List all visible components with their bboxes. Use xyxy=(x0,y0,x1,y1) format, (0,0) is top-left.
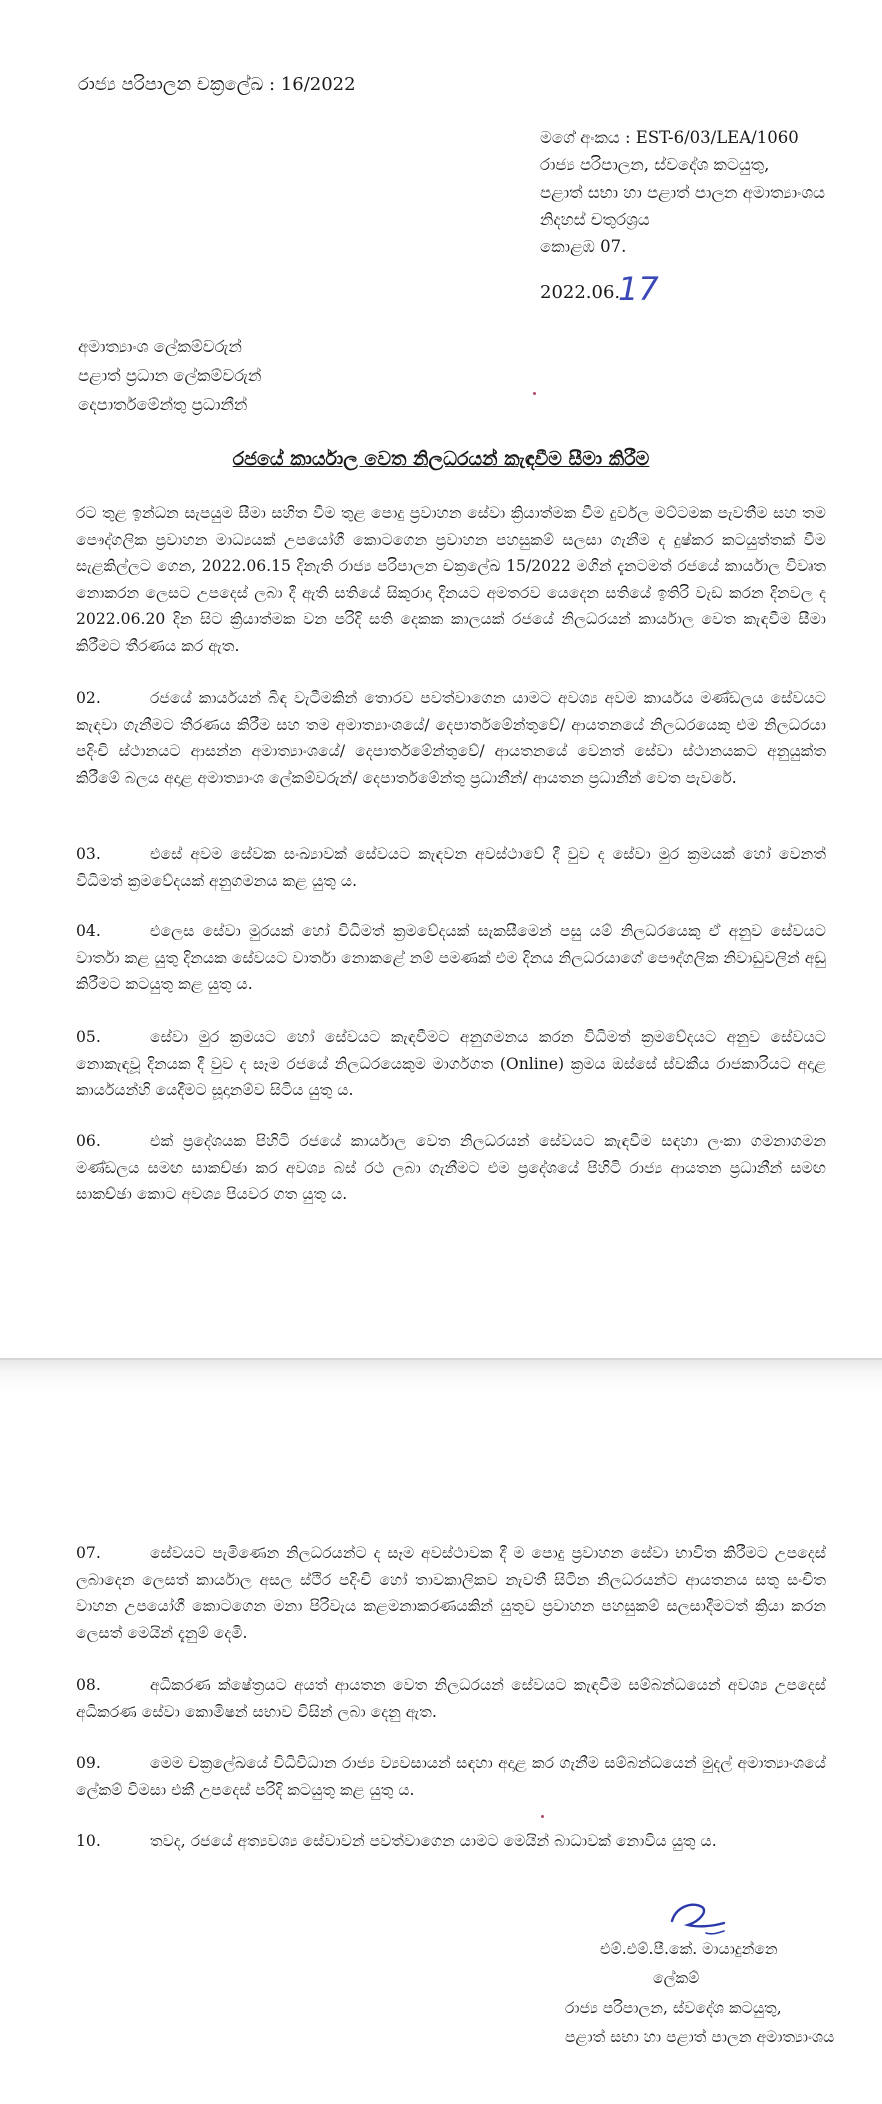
recipient-line: පළාත් ප්‍රධාන ලේකම්වරුන් xyxy=(78,366,262,385)
subject-heading: රජයේ කාර්යාල වෙත නිලධරයන් කැඳවීම සීමා කිරීම xyxy=(232,448,650,470)
paragraph-text: තවද, රජයේ අත්‍යවශ්‍ය සේවාවන් පවත්වාගෙන යාමට මෙයින් බාධාවක් නොවිය යුතු ය. xyxy=(150,1832,717,1850)
paragraph-text: සේවයට පැමිණෙන නිලධරයන්ට ද සෑම අවස්ථාවක දී ම පොදු ප්‍රවාහන සේවා භාවිත කිරීමට උපදෙස් ලබාදෙන ලෙසත් කාර්යාල අසල ස්ථිර පදිංචි හෝ තාවකාලිකව නැවතී සිටින නිලධරයන්ට ආයතනය සතු සංචිත වාහන උපයෝගී කොටගෙන මනා පිරිවැය කළමනාකරණයකින් යුතුව ප්‍රවාහන පහසුකම් සලසාදීමටත් ක්‍රියා කරන ලෙසත් මෙයින් දැනුම් දෙමි. xyxy=(76,1544,826,1642)
paragraph-number: 07. xyxy=(76,1544,101,1562)
ink-mark xyxy=(541,1815,544,1818)
paragraph-10 xyxy=(76,1828,826,1855)
paragraph-03 xyxy=(76,841,826,894)
paragraph-04 xyxy=(76,918,826,998)
paragraph-02 xyxy=(76,685,826,791)
circular-number: රාජ්‍ය පරිපාලන චක්‍රලේඛ : 16/2022 xyxy=(78,74,356,95)
paragraph-number: 06. xyxy=(76,1132,101,1150)
sender-ministry-line-2: පළාත් සභා හා පළාත් පාලන අමාත්‍යාංශය xyxy=(540,183,826,202)
paragraph-08 xyxy=(76,1672,826,1725)
paragraph-09 xyxy=(76,1750,826,1803)
sender-address: නිදහස් චතුරශ්‍රය xyxy=(540,210,650,229)
paragraph-number: 10. xyxy=(76,1832,101,1850)
paragraph-07 xyxy=(76,1540,826,1646)
letter-date: 2022.06. xyxy=(540,282,621,303)
paragraph-text: එලෙස සේවා මුරයක් හෝ විධිමත් ක්‍රමවේදයක් සැකසීමෙන් පසු යම් නිලධරයෙකු ඒ අනුව සේවයට වාර්තා කළ යුතු දිනයක සේවයට වාර්තා නොකළේ නම් පමණක් එම දිනය නිලධරයාගේ පෞද්ගලික නිවාඩුවලින් අඩු කිරීමට කටයුතු කළ යුතු ය. xyxy=(76,922,826,993)
letter-page-2 xyxy=(0,1392,882,2104)
paragraph-06 xyxy=(76,1128,826,1208)
signatory-title: ලේකම් xyxy=(653,1969,700,1987)
paragraph-text: සේවා මුර ක්‍රමයට හෝ සේවයට කැඳවීමට අනුගමනය කරන විධිමත් ක්‍රමවේදයට අනුව සේවයට නොකැඳවූ දිනයක දී වුව ද සෑම රජයේ නිලධරයෙකුම මාර්ගගත (Online) ක්‍රමය ඔස්සේ ස්වකීය රාජකාරියට අදාළ කාර්යයන්හි යෙදීමට සූදානම්ව සිටිය යුතු ය. xyxy=(76,1028,826,1099)
paragraph-text: එසේ අවම සේවක සංඛ්‍යාවක් සේවයට කැඳවන අවස්ථාවේ දී වුව ද සේවා මුර ක්‍රමයක් හෝ වෙනත් විධිමත් ක්‍රමවේදයක් අනුගමනය කළ යුතු ය. xyxy=(76,845,826,890)
signatory-ministry-line-2: පළාත් සභා හා පළාත් පාලන අමාත්‍යාංශය xyxy=(565,2028,835,2046)
page-separator xyxy=(0,1360,882,1392)
intro-paragraph: රට තුළ ඉන්ධන සැපයුම සීමා සහිත වීම තුළ පොදු ප්‍රවාහන සේවා ක්‍රියාත්මක වීම දුර්වල මට්ටමක පැවතීම සහ තම පෞද්ගලික ප්‍රවාහන මාධ්‍යයක් උපයෝගී කොටගෙන ප්‍රවාහන පහසුකම් සලසා ගැනීම ද දුෂ්කර කටයුත්තක් වීම සැළකිල්ලට ගෙන, 2022.06.15 දිනැති රාජ්‍ය පරිපාලන චක්‍රලේඛ 15/2022 මගින් දැනටමත් රජයේ කාර්යාල විවෘත නොකරන ලෙසට උපදෙස් ලබා දී ඇති සතියේ සිකුරාදා දිනයට අමතරව යෙදෙන සතියේ ඉතිරි වැඩ කරන දිනවල ද 2022.06.20 දින සිට ක්‍රියාත්මක වන පරිදි සති දෙකක කාලයක් රජයේ නිලධරයන් කාර්යාල වෙත කැඳවීම සීමා කිරීමට තීරණය කර ඇත. xyxy=(76,504,826,655)
recipient-line: දෙපාර්තමේන්තු ප්‍රධානීන් xyxy=(78,395,248,414)
recipient-line: අමාත්‍යාංශ ලේකම්වරුන් xyxy=(78,337,242,356)
paragraph-number: 02. xyxy=(76,689,101,707)
paragraph-number: 08. xyxy=(76,1676,101,1694)
paragraph-text: රජයේ කාර්යයන් බිඳ වැටීමකින් තොරව පවත්වාගෙන යාමට අවශ්‍ය අවම කාර්යය මණ්ඩලය සේවයට කැඳවා ගැනීමට තීරණය කිරීම සහ තම අමාත්‍යාංශයේ/ දෙපාර්තමේන්තුවේ/ ආයතනයේ නිලධරයෙකු එම නිලධරයා පදිංචි ස්ථානයට ආසන්න අමාත්‍යාංශයේ/ දෙපාර්තමේන්තුවේ/ ආයතනයේ වෙනත් සේවා ස්ථානයකට අනුයුක්ත කිරීමේ බලය අදාළ අමාත්‍යාංශ ලේකම්වරුන්/ දෙපාර්තමේන්තු ප්‍රධානීන්/ ආයතන ප්‍රධානීන් වෙත පැවරේ. xyxy=(76,689,826,787)
sender-ministry-line-1: රාජ්‍ය පරිපාලන, ස්වදේශ කටයුතු, xyxy=(540,155,770,174)
paragraph-number: 04. xyxy=(76,922,101,940)
signature-scribble xyxy=(666,1897,730,1941)
paragraph-05 xyxy=(76,1024,826,1104)
sender-city: කොළඹ 07. xyxy=(540,237,627,256)
paragraph-number: 09. xyxy=(76,1754,101,1772)
paragraph-text: අධිකරණ ක්ෂේත්‍රයට අයත් ආයතන වෙත නිලධරයන් සේවයට කැඳවීම සම්බන්ධයෙන් අවශ්‍ය උපදෙස් අධිකරණ සේවා කොමිෂන් සභාව විසින් ලබා දෙනු ඇත. xyxy=(76,1676,826,1721)
handwritten-date-day: 17 xyxy=(618,270,659,308)
reference-number: මගේ අංකය : EST-6/03/LEA/1060 xyxy=(540,128,799,147)
ink-mark xyxy=(533,392,536,395)
paragraph-text: එක් ප්‍රදේශයක පිහිටි රජයේ කාර්යාල වෙත නිලධරයන් සේවයට කැඳවීම සඳහා ලංකා ගමනාගමන මණ්ඩලය සමඟ සාකච්ඡා කර අවශ්‍ය බස් රථ ලබා ගැනීමට එම ප්‍රදේශයේ පිහිටි රාජ්‍ය ආයතන ප්‍රධානීන් සමඟ සාකච්ඡා කොට අවශ්‍ය පියවර ගත යුතු ය. xyxy=(76,1132,826,1203)
paragraph-number: 03. xyxy=(76,845,101,863)
paragraph-number: 05. xyxy=(76,1028,101,1046)
paragraph-text: මෙම චක්‍රලේඛයේ විධිවිධාන රාජ්‍ය ව්‍යවසායන් සඳහා අදාළ කර ගැනීම සම්බන්ධයෙන් මුදල් අමාත්‍යාංශයේ ලේකම් විමසා එකී උපදෙස් පරිදි කටයුතු කළ යුතු ය. xyxy=(76,1754,826,1799)
signatory-ministry-line-1: රාජ්‍ය පරිපාලන, ස්වදේශ කටයුතු, xyxy=(565,1999,782,2017)
signatory-name: එම්.එම්.පී.කේ. මායාදුන්නෙ xyxy=(600,1940,778,1958)
